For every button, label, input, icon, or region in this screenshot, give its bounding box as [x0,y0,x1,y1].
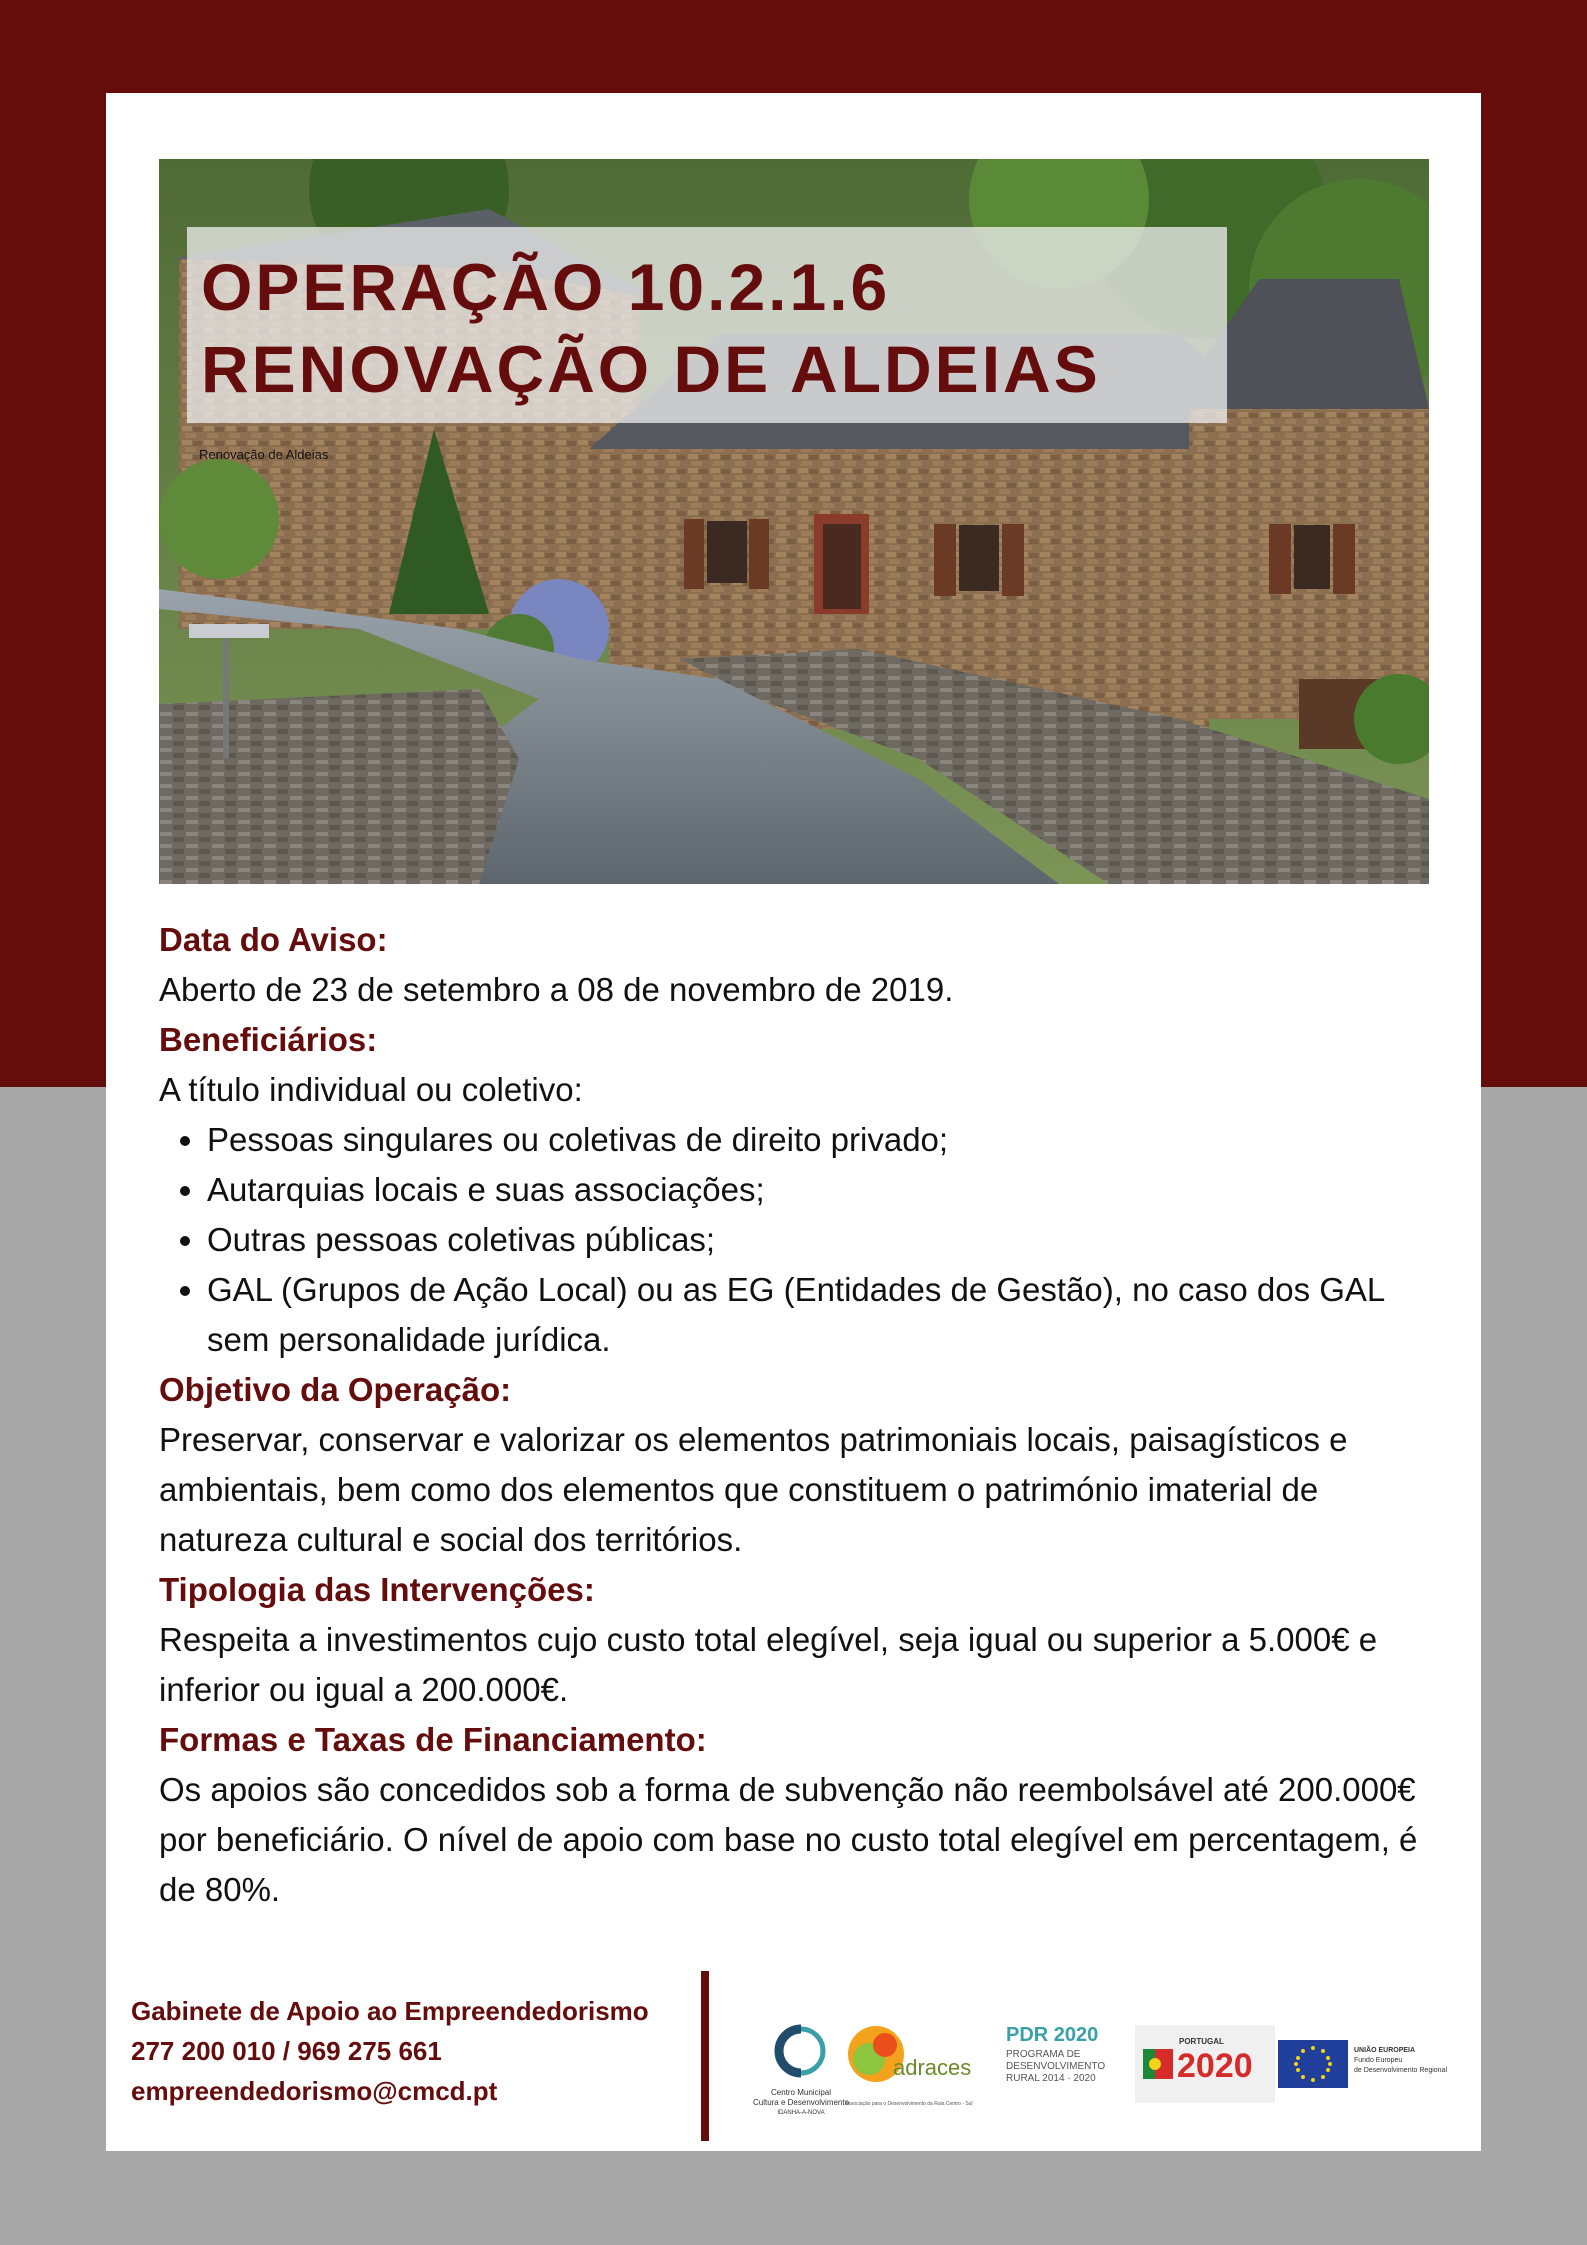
list-item: • GAL (Grupos de Ação Local) ou as EG (Entidades de Gestão), no caso dos GAL sem personalidade jurídica. [207,1265,1429,1365]
portugal-2020-number: 2020 [1177,2047,1253,2085]
text-data-aviso: Aberto de 23 de setembro a 08 de novembro de 2019. [159,971,954,1008]
heading-tipologia: Tipologia das Intervenções: [159,1571,595,1608]
title-line-2: RENOVAÇÃO DE ALDEIAS [201,332,1101,406]
pdr-line1: PROGRAMA DE [1006,2049,1081,2060]
text-financiamento: Os apoios são concedidos sob a forma de subvenção não reembolsável até 200.000€ por beneficiário. O nível de apoio com base no custo total elegível em percentagem, é de 80%. [159,1771,1418,1908]
heading-beneficiarios: Beneficiários: [159,1021,378,1058]
office-name: Gabinete de Apoio ao Empreendedorismo [131,1996,649,2026]
adraces-logo [841,2019,991,2119]
heading-data-aviso: Data do Aviso: [159,921,388,958]
pdr-line2: DESENVOLVIMENTO [1006,2061,1106,2072]
content-area [159,915,1429,1915]
list-item: • Autarquias locais e suas associações; [207,1165,1429,1215]
portugal-label: PORTUGAL [1179,2037,1224,2046]
cmcd-line3: IDANHA-A-NOVA [777,2110,825,2116]
pdr-line3: RURAL 2014 · 2020 [1006,2073,1096,2084]
heading-objetivo: Objetivo da Operação: [159,1371,512,1408]
ue-logo [1278,2040,1468,2095]
hero-title-box [187,227,1227,423]
eu-flag-icon [1278,2040,1348,2088]
beneficiarios-list [159,1115,1429,1365]
portugal-flag-icon [1143,2049,1173,2079]
email-link[interactable]: empreendedorismo@cmcd.pt [131,2076,498,2106]
ue-line1: UNIÃO EUROPEIA [1354,2047,1416,2054]
cmcd-line2: Cultura e Desenvolvimento [752,2098,850,2107]
title-line-1: OPERAÇÃO 10.2.1.6 [201,250,891,324]
portugal2020-logo [1135,2025,1275,2103]
footer-contact [131,1991,649,2111]
text-tipologia: Respeita a investimentos cujo custo total elegível, seja igual ou superior a 5.000€ e inferior ou igual a 200.000€. [159,1621,1378,1708]
adraces-tagline: Associação para o Desenvolvimento da Raia Centro - Sul [845,2101,973,2107]
hero-caption: Renovação de Aldeias [199,447,329,462]
list-item: • Outras pessoas coletivas públicas; [207,1215,1429,1265]
phone-numbers: 277 200 010 / 969 275 661 [131,2036,442,2066]
text-beneficiarios-intro: A título individual ou coletivo: [159,1071,583,1108]
pdr2020-logo [1006,2025,1136,2115]
ue-line3: de Desenvolvimento Regional [1354,2067,1447,2074]
cmcd-logo [746,2023,856,2123]
heading-financiamento: Formas e Taxas de Financiamento: [159,1721,707,1758]
list-item: • Pessoas singulares ou coletivas de direito privado; [207,1115,1429,1165]
text-objetivo: Preservar, conservar e valorizar os elementos patrimoniais locais, paisagísticos e ambientais, bem como dos elementos que constituem o património imaterial de natureza cultural e social dos territórios. [159,1421,1348,1558]
cmcd-mark-icon [746,2023,856,2083]
cmcd-line1: Centro Municipal [770,2088,832,2097]
hero-photo [159,159,1429,884]
footer-divider [701,1971,709,2141]
adraces-name: adraces [893,2055,972,2080]
ue-line2: Fundo Europeu [1354,2057,1403,2064]
pdr-mark: PDR 2020 [1006,2024,1099,2046]
poster-card [106,93,1481,2151]
